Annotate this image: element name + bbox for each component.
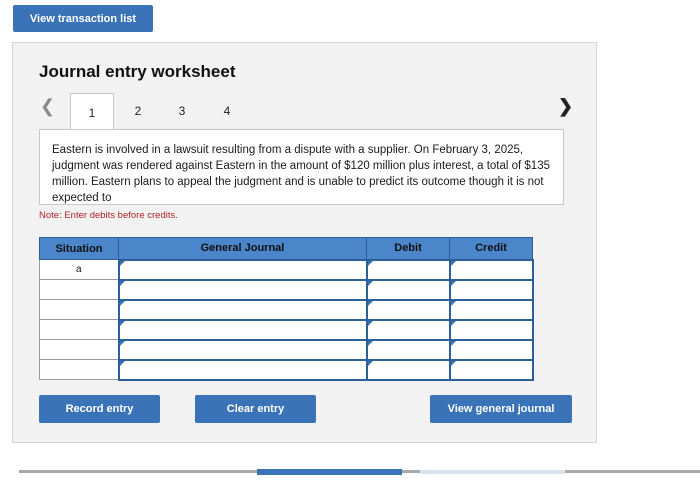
journal-entry-worksheet-panel <box>12 42 597 443</box>
tab-4[interactable]: 4 <box>223 104 231 118</box>
credit-input[interactable] <box>450 320 533 340</box>
credit-input[interactable] <box>450 300 533 320</box>
table-row <box>40 260 533 280</box>
table-row <box>40 300 533 320</box>
table-row <box>40 320 533 340</box>
situation-cell <box>40 340 119 360</box>
tab-3[interactable]: 3 <box>178 104 186 118</box>
credit-input[interactable] <box>450 280 533 300</box>
table-row <box>40 340 533 360</box>
journal-entry-table <box>39 237 534 381</box>
account-input[interactable] <box>119 280 367 300</box>
credit-input[interactable] <box>450 340 533 360</box>
view-transaction-list-button[interactable]: View transaction list <box>13 5 153 32</box>
situation-cell <box>40 280 119 300</box>
worksheet-title: Journal entry worksheet <box>39 62 236 81</box>
credit-input[interactable] <box>450 260 533 280</box>
credit-input[interactable] <box>450 360 533 380</box>
general-journal-header: General Journal <box>119 238 367 260</box>
progress-next-segment <box>420 470 565 474</box>
table-header-row <box>40 238 533 260</box>
debit-input[interactable] <box>367 300 450 320</box>
debit-input[interactable] <box>367 280 450 300</box>
situation-cell <box>40 360 119 380</box>
tab-1[interactable]: 1 <box>70 93 114 131</box>
transaction-description: Eastern is involved in a lawsuit resulting from a dispute with a supplier. On February 3, 2025, judgment was rendered against Eastern in the amount of $120 million plus interest, a total of $135 million. Eastern plans to appeal the judgment and is unable to predict its outcome though it is not expected to <box>39 129 564 205</box>
debit-input[interactable] <box>367 320 450 340</box>
entry-note: Note: Enter debits before credits. <box>39 210 178 221</box>
credit-header: Credit <box>450 238 533 260</box>
record-entry-button[interactable]: Record entry <box>39 395 160 423</box>
account-input[interactable] <box>119 260 367 280</box>
situation-cell: a <box>40 260 119 280</box>
debit-input[interactable] <box>367 360 450 380</box>
table-row <box>40 360 533 380</box>
table-row <box>40 280 533 300</box>
situation-cell <box>40 300 119 320</box>
debit-header: Debit <box>367 238 450 260</box>
situation-header: Situation <box>40 238 119 260</box>
account-input[interactable] <box>119 320 367 340</box>
debit-input[interactable] <box>367 260 450 280</box>
chevron-left-icon[interactable]: ❮ <box>40 96 56 116</box>
view-general-journal-button[interactable]: View general journal <box>430 395 572 423</box>
clear-entry-button[interactable]: Clear entry <box>195 395 316 423</box>
account-input[interactable] <box>119 340 367 360</box>
situation-cell <box>40 320 119 340</box>
account-input[interactable] <box>119 360 367 380</box>
debit-input[interactable] <box>367 340 450 360</box>
chevron-right-icon[interactable]: ❯ <box>558 96 574 116</box>
tab-2[interactable]: 2 <box>134 104 142 118</box>
progress-indicator <box>257 469 402 475</box>
account-input[interactable] <box>119 300 367 320</box>
